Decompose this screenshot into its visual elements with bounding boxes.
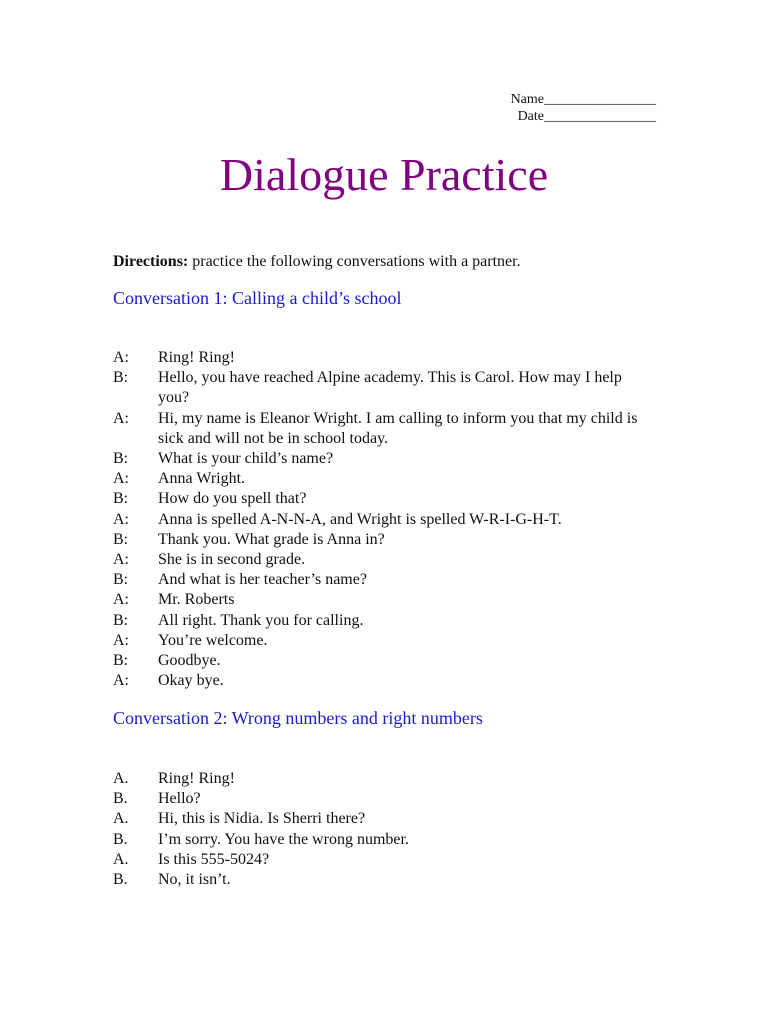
speaker-label: B: bbox=[113, 450, 129, 468]
speaker-label: B. bbox=[113, 790, 128, 808]
line-text: What is your child’s name? bbox=[158, 450, 334, 468]
dialogue-line bbox=[113, 550, 653, 570]
speaker-label: B: bbox=[113, 530, 129, 548]
dialogue-line bbox=[113, 789, 653, 809]
line-text: Hi, my name is Eleanor Wright. I am calling to inform you that my child is sick and will not be in school today. bbox=[158, 409, 638, 447]
dialogue-line bbox=[113, 830, 653, 850]
speaker-label: B. bbox=[113, 830, 128, 848]
line-text: Anna Wright. bbox=[158, 470, 246, 488]
dialogue-line bbox=[113, 651, 653, 671]
line-text: Anna is spelled A-N-N-A, and Wright is spelled W-R-I-G-H-T. bbox=[158, 510, 562, 528]
directions-text: practice the following conversations with a partner. bbox=[188, 253, 521, 270]
line-text: Ring! Ring! bbox=[158, 349, 235, 366]
dialogue-line bbox=[113, 510, 653, 530]
line-text: How do you spell that? bbox=[158, 490, 307, 508]
line-text: No, it isn’t. bbox=[158, 871, 231, 889]
speaker-label: A. bbox=[113, 810, 129, 828]
speaker-label: B. bbox=[113, 871, 128, 889]
directions-label: Directions: bbox=[113, 253, 189, 270]
line-text: Goodbye. bbox=[158, 652, 221, 670]
speaker-label: A. bbox=[113, 770, 129, 787]
dialogue-line bbox=[113, 368, 653, 408]
dialogue-line bbox=[113, 631, 653, 651]
name-field-label: Name________________ bbox=[510, 92, 656, 107]
line-text: You’re welcome. bbox=[158, 631, 268, 649]
line-text: Okay bye. bbox=[158, 672, 224, 690]
speaker-label: A: bbox=[113, 551, 129, 569]
dialogue-line bbox=[113, 590, 653, 610]
speaker-label: B: bbox=[113, 490, 129, 508]
speaker-label: A: bbox=[113, 631, 129, 649]
line-text: All right. Thank you for calling. bbox=[158, 611, 364, 629]
dialogue-line bbox=[113, 570, 653, 590]
line-text: She is in second grade. bbox=[158, 551, 306, 569]
speaker-label: A: bbox=[113, 510, 129, 528]
speaker-label: B: bbox=[113, 369, 129, 387]
dialogue-line bbox=[113, 469, 653, 489]
page-title: Dialogue Practice bbox=[219, 149, 549, 200]
line-text: Thank you. What grade is Anna in? bbox=[158, 530, 385, 548]
dialogue-line bbox=[113, 530, 653, 550]
dialogue-line bbox=[113, 449, 653, 469]
name-date-block bbox=[511, 91, 656, 125]
line-text: I’m sorry. You have the wrong number. bbox=[158, 830, 409, 848]
line-text: Is this 555-5024? bbox=[158, 850, 270, 868]
line-text: Ring! Ring! bbox=[158, 770, 235, 787]
dialogue-line bbox=[113, 870, 653, 890]
conversation-2-heading: Conversation 2: Wrong numbers and right numbers bbox=[113, 708, 483, 728]
dialogue-line bbox=[113, 850, 653, 870]
line-text: Hello, you have reached Alpine academy. This is Carol. How may I help you? bbox=[158, 369, 622, 407]
speaker-label: A. bbox=[113, 850, 129, 868]
line-text: And what is her teacher’s name? bbox=[158, 571, 367, 589]
dialogue-line bbox=[113, 769, 653, 789]
dialogue-line bbox=[113, 671, 653, 691]
conversation-1-dialogue bbox=[113, 348, 653, 691]
conversation-2-dialogue bbox=[113, 769, 653, 890]
dialogue-line bbox=[113, 409, 653, 449]
speaker-label: A: bbox=[113, 349, 129, 366]
speaker-label: B: bbox=[113, 652, 129, 670]
conversation-1-heading: Conversation 1: Calling a child’s school bbox=[113, 288, 402, 308]
speaker-label: B: bbox=[113, 611, 129, 629]
dialogue-line bbox=[113, 809, 653, 829]
line-text: Hi, this is Nidia. Is Sherri there? bbox=[158, 810, 366, 828]
date-field-label: Date________________ bbox=[517, 109, 656, 124]
line-text: Mr. Roberts bbox=[158, 591, 235, 609]
speaker-label: B: bbox=[113, 571, 129, 589]
speaker-label: A: bbox=[113, 672, 129, 690]
speaker-label: A: bbox=[113, 591, 129, 609]
speaker-label: A: bbox=[113, 470, 129, 488]
dialogue-line bbox=[113, 348, 653, 368]
speaker-label: A: bbox=[113, 409, 129, 427]
directions bbox=[113, 252, 521, 272]
line-text: Hello? bbox=[158, 790, 201, 808]
dialogue-line bbox=[113, 611, 653, 631]
dialogue-line bbox=[113, 489, 653, 509]
